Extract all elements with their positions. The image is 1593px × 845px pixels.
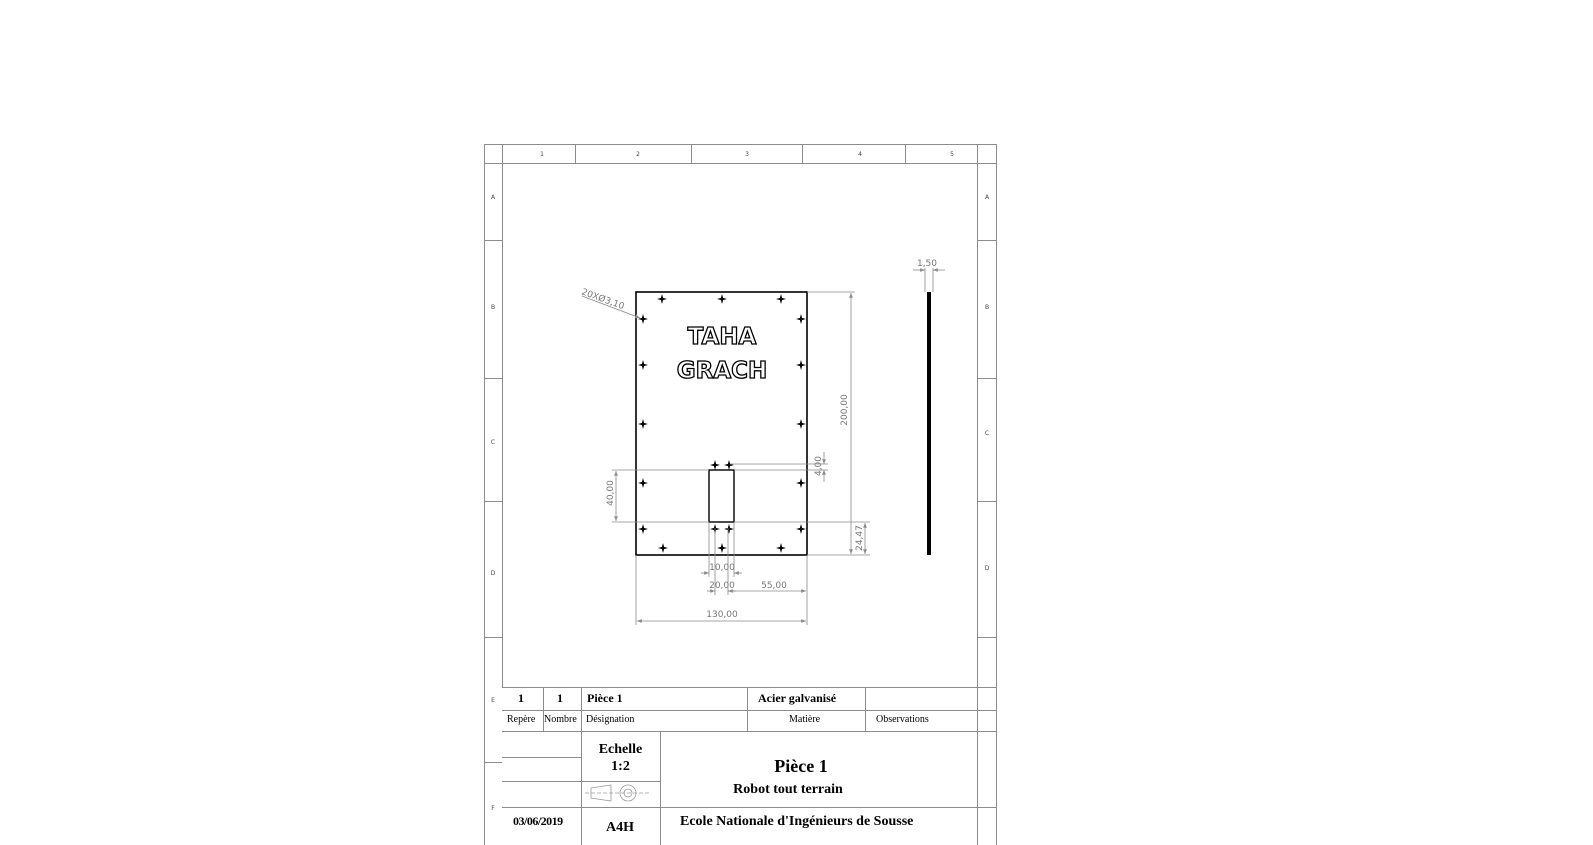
school-name: Ecole Nationale d'Ingénieurs de Sousse: [680, 814, 914, 829]
column-label: 4: [858, 151, 862, 158]
projection-symbol-icon: [585, 785, 649, 801]
bom-nombre: 1: [557, 691, 563, 705]
dim-bottom-offset: 24,47: [855, 525, 865, 551]
scale-label: Echelle: [598, 742, 643, 757]
dim-slot-hole-spacing: 20,00: [709, 581, 735, 591]
bom-header-repere: Repère: [507, 714, 536, 725]
bom-header-nombre: Nombre: [544, 714, 577, 725]
engraving-line: TAHA: [687, 324, 757, 350]
bom-matiere: Acier galvanisé: [758, 691, 837, 705]
hole-marker: [638, 524, 648, 534]
hole-marker: [717, 543, 727, 553]
bom-designation: Pièce 1: [587, 691, 623, 705]
part-side-view: [913, 259, 945, 555]
hole-marker: [796, 524, 806, 534]
dim-width: 130,00: [706, 610, 738, 620]
bom-repere: 1: [518, 691, 524, 705]
column-label: 5: [950, 151, 954, 158]
slot-outline: [709, 470, 734, 522]
row-label: E: [491, 697, 495, 704]
row-label: D: [984, 565, 990, 572]
dim-slot-width: 10,00: [709, 563, 735, 573]
hole-marker: [724, 460, 734, 470]
row-label: A: [984, 194, 990, 201]
dim-thickness: 1,50: [916, 259, 938, 269]
drawing-date: 03/06/2019: [513, 814, 563, 828]
row-label: B: [984, 304, 990, 311]
dim-slot-top-offset: 4,00: [814, 455, 824, 477]
hole-marker: [638, 419, 648, 429]
engraving: [677, 324, 768, 384]
hole-marker: [796, 314, 806, 324]
hole-marker: [717, 294, 727, 304]
hole-marker: [776, 543, 786, 553]
sheet-frame: [484, 144, 997, 845]
project-name: Robot tout terrain: [733, 782, 843, 797]
side-thickness-bar: [927, 292, 931, 555]
hole-marker: [638, 314, 648, 324]
bom-header-observations: Observations: [876, 714, 929, 725]
engraving-line: GRACH: [676, 358, 768, 384]
hole-marker: [638, 478, 648, 488]
dim-slot-right-offset: 55,00: [761, 581, 787, 591]
hole-marker: [724, 524, 734, 534]
scale-value: 1:2: [611, 759, 630, 774]
dim-slot-height: 40,00: [606, 480, 616, 506]
bom-header-matiere: Matière: [789, 714, 821, 725]
part-title: Pièce 1: [774, 756, 828, 776]
row-label: A: [490, 194, 496, 201]
hole-marker: [796, 419, 806, 429]
hole-marker: [657, 294, 667, 304]
hole-marker: [796, 478, 806, 488]
column-label: 2: [636, 151, 640, 158]
row-label: C: [490, 439, 496, 446]
border-column-labels: [540, 151, 954, 158]
sheet-format: A4H: [606, 820, 634, 835]
bom-header-designation: Désignation: [586, 714, 635, 725]
hole-marker: [710, 460, 720, 470]
hole-marker: [658, 543, 668, 553]
row-label: D: [490, 570, 496, 577]
hole-marker: [776, 294, 786, 304]
row-label: F: [491, 805, 495, 812]
dim-hole-callout: 20XØ3,10: [579, 287, 626, 313]
row-label: C: [984, 430, 990, 437]
hole-marker: [796, 360, 806, 370]
column-label: 3: [745, 151, 749, 158]
dim-height: 200,00: [840, 394, 850, 426]
hole-marker: [638, 360, 648, 370]
column-label: 1: [540, 151, 544, 158]
row-label: B: [490, 304, 496, 311]
